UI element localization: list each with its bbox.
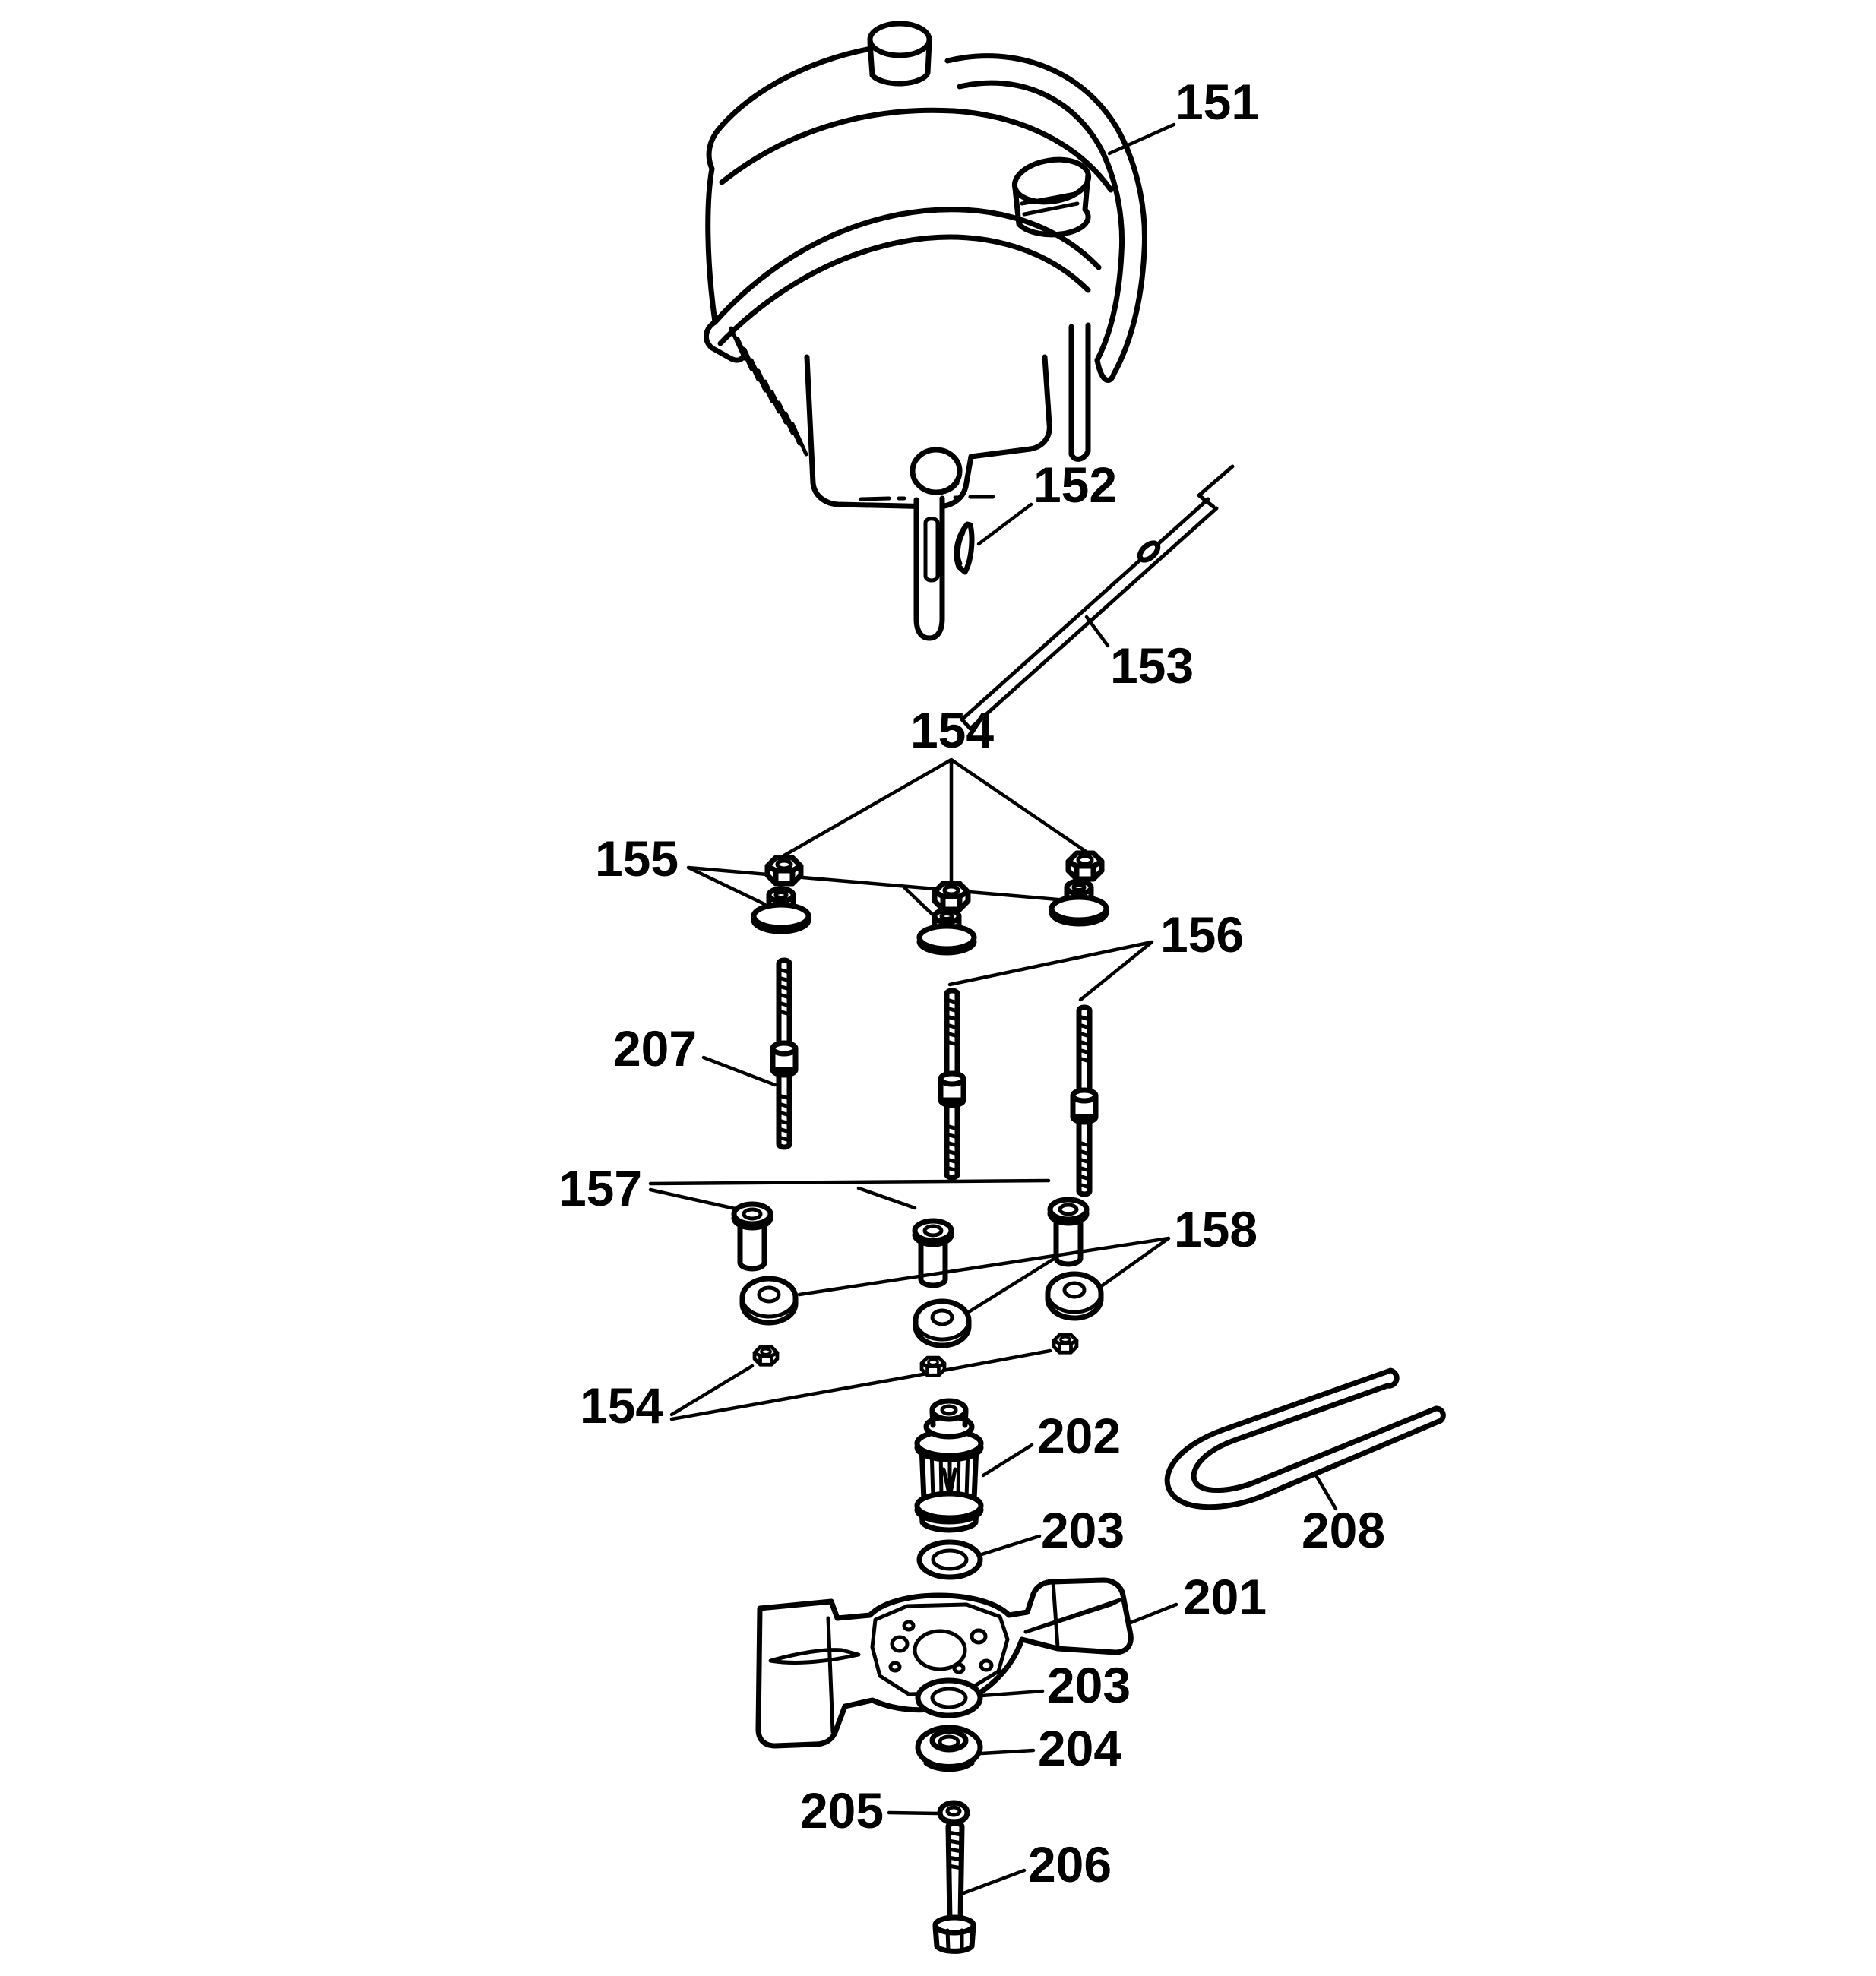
callout-207: 207 [612,1020,698,1077]
leader-201 [1123,1605,1176,1626]
stud-bolt [1073,1007,1096,1194]
callout-203-upper: 203 [1040,1502,1125,1558]
callout-157: 157 [558,1160,643,1216]
shroud-band-lower [720,237,1088,343]
hex-nut [767,858,801,884]
fuel-cap-drawing [870,24,929,84]
leader-203-upper [982,1536,1039,1554]
u-handle-drawing [1167,1371,1443,1507]
callout-154-upper: 154 [910,702,995,758]
flange-nut [1052,881,1106,924]
crankcase-drawing [807,357,1049,507]
callout-158: 158 [1173,1201,1258,1257]
callout-153: 153 [1109,637,1194,694]
washer-lower-drawing [918,1680,980,1715]
callout-204: 204 [1037,1720,1122,1776]
blade-adapter-drawing [917,1401,981,1530]
callout-202: 202 [1036,1408,1121,1464]
callout-206: 206 [1027,1836,1112,1892]
hex-nut-small [1054,1335,1077,1352]
leader-204 [982,1750,1033,1753]
callout-201: 201 [1182,1569,1267,1625]
spacer-sleeve [734,1204,770,1269]
flat-washer [1048,1274,1101,1318]
flat-washer [916,1301,969,1345]
blade-bolt-drawing [935,1823,973,1951]
leaders-156 [950,942,1152,1000]
engine-drawing [706,24,1144,507]
callout-203-lower: 203 [1046,1657,1131,1713]
leaders-154-upper [784,760,1085,881]
hex-nut [935,884,968,909]
stud-bolt [773,960,796,1147]
leader-152 [979,504,1031,544]
flange-nut [919,910,974,953]
flat-washer [742,1279,796,1323]
callout-151: 151 [1175,74,1260,130]
leader-207 [704,1058,775,1085]
callout-208: 208 [1301,1502,1386,1558]
flange-nut [754,889,808,931]
leader-203-lower [982,1691,1042,1696]
washer-upper-drawing [919,1542,980,1577]
shroud-left-edge [708,49,871,322]
shroud-band-upper [715,210,1099,322]
hex-nut-small [755,1347,777,1364]
leader-206 [963,1870,1024,1893]
crankshaft-drawing [861,497,993,638]
leaders-154-lower [672,1351,1050,1419]
leaders-157 [650,1181,1049,1209]
hex-nut [1068,853,1102,879]
callout-156: 156 [1159,906,1245,963]
callout-154-lower: 154 [579,1377,664,1434]
woodruff-key-drawing [957,524,972,572]
callout-155: 155 [594,830,679,887]
hex-nut-small [922,1358,944,1375]
leaders-155 [688,868,1058,924]
stud-bolt [941,991,963,1178]
cup-washer-drawing [918,1727,980,1770]
leaders-158 [799,1238,1169,1314]
leader-202 [983,1445,1032,1475]
lock-washer-drawing [940,1803,967,1823]
callout-152: 152 [1033,457,1118,513]
callout-205: 205 [799,1782,884,1838]
